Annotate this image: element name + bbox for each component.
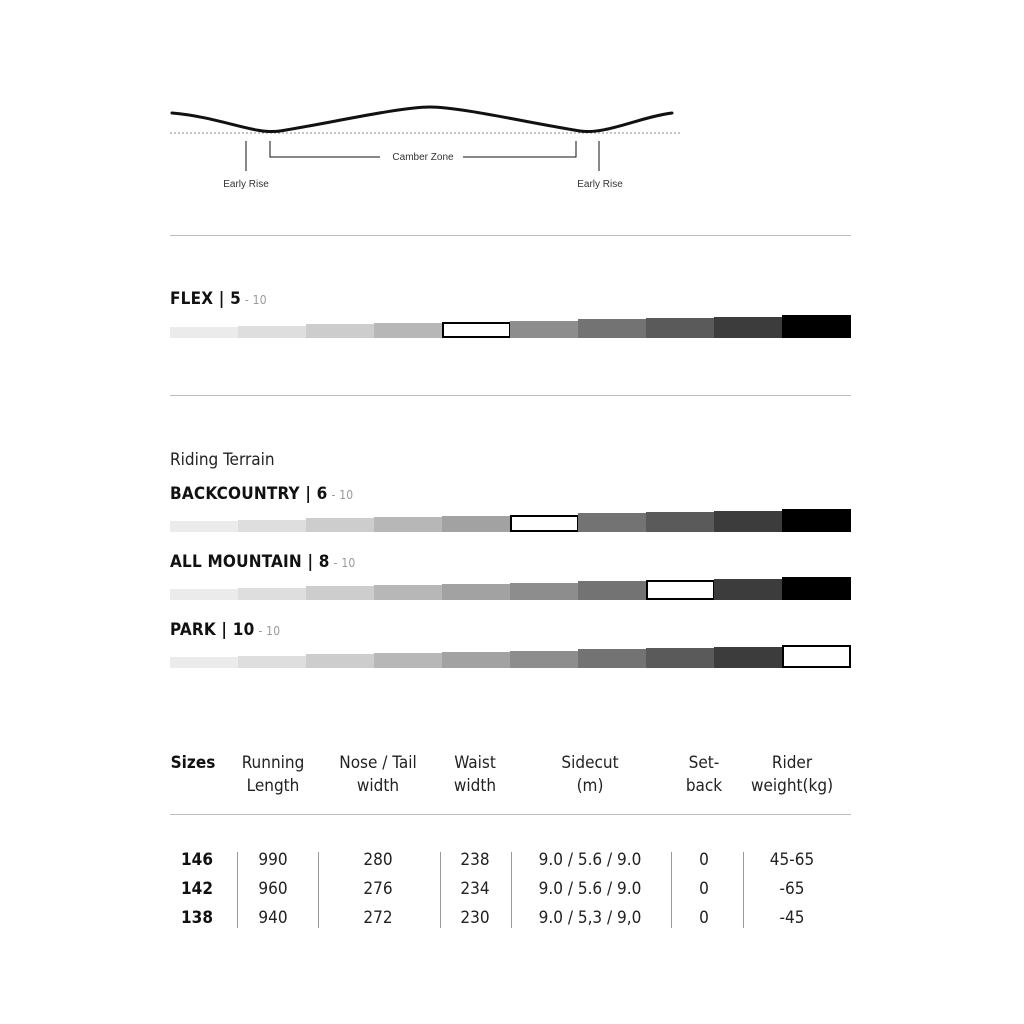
flex-scale [170, 316, 850, 338]
cell-rider-weight: -45 [779, 908, 805, 928]
header-nose-tail-width-line2: width [356, 776, 400, 796]
cell-nose-tail-width: 276 [363, 879, 393, 899]
table-column-running-length [240, 846, 306, 933]
header-setback-line1: Set- [688, 753, 720, 773]
all-mountain-scale-step-3 [306, 586, 375, 600]
cell-setback: 0 [699, 908, 709, 928]
table-column-waist-width [443, 846, 507, 933]
park-scale-step-7 [578, 649, 647, 668]
divider-top [170, 235, 851, 236]
backcountry-scale-step-2 [238, 520, 307, 532]
park-scale-step-3 [306, 654, 375, 668]
backcountry-scale-step-9 [714, 511, 783, 532]
cell-nose-tail-width: 272 [363, 908, 393, 928]
header-sizes [160, 752, 226, 775]
backcountry-scale-step-1 [170, 521, 239, 532]
header-rider-weight [740, 752, 844, 798]
cell-running-length: 940 [258, 908, 288, 928]
all-mountain-scale-selected-step [646, 580, 715, 600]
column-separator [743, 852, 744, 928]
riding-terrain-title: Riding Terrain [170, 450, 275, 470]
all-mountain-scale-step-9 [714, 579, 783, 600]
header-waist-width [443, 752, 507, 798]
table-row [165, 846, 229, 933]
backcountry-scale-selected-step [510, 515, 579, 533]
all-mountain-scale-step-4 [374, 585, 443, 600]
backcountry-scale-step-8 [646, 512, 715, 532]
park-scale-selected-step [782, 645, 851, 668]
cell-size: 138 [181, 908, 213, 928]
cell-waist-width: 234 [460, 879, 490, 899]
flex-scale-step-10 [782, 315, 851, 338]
column-separator [671, 852, 672, 928]
park-label: PARK | 10 [170, 620, 255, 640]
cell-waist-width: 230 [460, 908, 490, 928]
cell-setback: 0 [699, 879, 709, 899]
park-scale-step-2 [238, 656, 307, 668]
flex-scale-step-9 [714, 317, 783, 338]
header-nose-tail-width-line1: Nose / Tail [339, 753, 417, 773]
divider-middle [170, 395, 851, 396]
all-mountain-scale-step-1 [170, 589, 239, 600]
header-setback [676, 752, 732, 798]
all-mountain-scale-step-2 [238, 588, 307, 600]
all-mountain-scale-step-10 [782, 577, 851, 600]
flex-scale-step-2 [238, 326, 307, 338]
column-separator [511, 852, 512, 928]
flex-scale-step-3 [306, 324, 375, 338]
cell-rider-weight: -65 [779, 879, 805, 899]
backcountry-scale-step-7 [578, 513, 647, 532]
early-rise-left-label: Early Rise [223, 179, 269, 190]
backcountry-max: - 10 [331, 488, 354, 502]
header-running-length-line1: Running [241, 753, 305, 773]
header-nose-tail-width [328, 752, 428, 798]
table-column-nose-tail-width [335, 846, 421, 933]
cell-running-length: 990 [258, 850, 288, 870]
cell-nose-tail-width: 280 [363, 850, 393, 870]
header-waist-width-line2: width [453, 776, 497, 796]
park-scale-step-5 [442, 652, 511, 668]
cell-rider-weight: 45-65 [769, 850, 815, 870]
flex-scale-selected-step [442, 322, 511, 338]
early-rise-right-label: Early Rise [577, 179, 623, 190]
park-scale-step-1 [170, 657, 239, 668]
header-waist-width-line1: Waist [454, 753, 496, 773]
all-mountain-scale-step-5 [442, 584, 511, 600]
all-mountain-scale [170, 578, 850, 600]
flex-heading [170, 289, 267, 309]
header-rider-weight-line2: weight(kg) [750, 776, 834, 796]
header-running-length-line2: Length [246, 776, 300, 796]
cell-size: 146 [181, 850, 213, 870]
park-scale-step-6 [510, 651, 579, 669]
cell-sidecut: 9.0 / 5.6 / 9.0 [538, 879, 642, 899]
table-column-setback [676, 846, 732, 933]
flex-scale-step-7 [578, 319, 647, 338]
header-sizes-line1: Sizes [170, 753, 216, 773]
backcountry-scale-step-10 [782, 509, 851, 532]
cell-setback: 0 [699, 850, 709, 870]
flex-max: - 10 [244, 293, 267, 307]
column-separator [318, 852, 319, 928]
header-running-length [233, 752, 313, 798]
table-header-divider [170, 814, 851, 815]
cell-sidecut: 9.0 / 5.6 / 9.0 [538, 850, 642, 870]
flex-scale-step-4 [374, 323, 443, 338]
all-mountain-scale-step-7 [578, 581, 647, 600]
all-mountain-heading [170, 552, 355, 572]
column-separator [237, 852, 238, 928]
backcountry-scale-step-3 [306, 518, 375, 532]
flex-scale-step-6 [510, 321, 579, 339]
park-scale-step-8 [646, 648, 715, 668]
park-scale-step-9 [714, 647, 783, 668]
table-column-rider-weight [746, 846, 838, 933]
table-column-sidecut [520, 846, 660, 933]
all-mountain-label: ALL MOUNTAIN | 8 [170, 552, 330, 572]
header-setback-line2: back [685, 776, 723, 796]
backcountry-scale [170, 510, 850, 532]
cell-waist-width: 238 [460, 850, 490, 870]
cell-size: 142 [181, 879, 213, 899]
header-sidecut-line2: (m) [576, 776, 604, 796]
camber-zone-label: Camber Zone [392, 152, 454, 163]
cell-sidecut: 9.0 / 5,3 / 9,0 [538, 908, 642, 928]
park-max: - 10 [258, 624, 281, 638]
backcountry-scale-step-5 [442, 516, 511, 532]
backcountry-scale-step-4 [374, 517, 443, 532]
header-sidecut-line1: Sidecut [561, 753, 619, 773]
flex-scale-step-8 [646, 318, 715, 338]
cell-running-length: 960 [258, 879, 288, 899]
header-sidecut [530, 752, 650, 798]
backcountry-label: BACKCOUNTRY | 6 [170, 484, 328, 504]
park-scale-step-4 [374, 653, 443, 668]
backcountry-heading [170, 484, 353, 504]
column-separator [440, 852, 441, 928]
all-mountain-max: - 10 [333, 556, 356, 570]
flex-scale-step-1 [170, 327, 239, 338]
park-heading [170, 620, 280, 640]
flex-label: FLEX | 5 [170, 289, 241, 309]
park-scale [170, 646, 850, 668]
all-mountain-scale-step-6 [510, 583, 579, 601]
header-rider-weight-line1: Rider [771, 753, 813, 773]
